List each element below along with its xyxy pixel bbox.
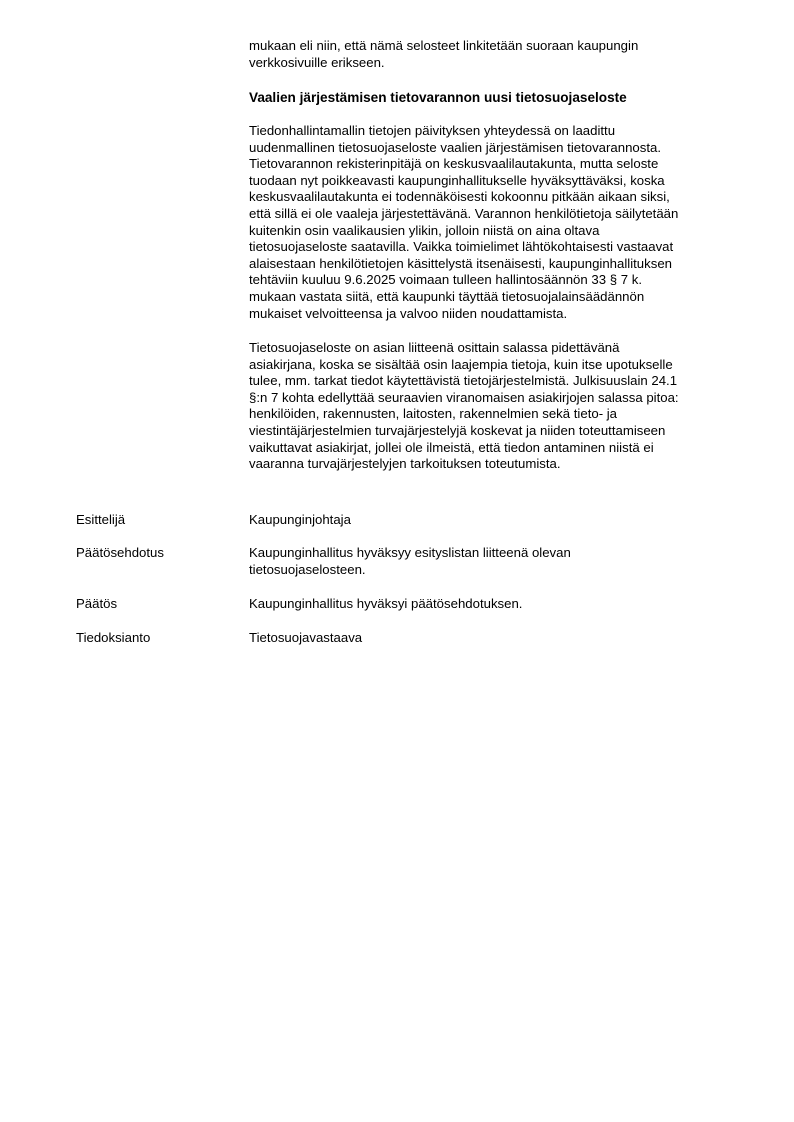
field-value bbox=[249, 596, 749, 613]
paragraph-line: kuitenkin osin vaalikausien ylikin, jolloin niistä on aina oltava bbox=[249, 222, 600, 238]
paragraph-line: Tietovarannon rekisterinpitäjä on keskusvaalilautakunta, mutta seloste bbox=[249, 156, 659, 172]
paragraph-line: että sillä ei ole vaaleja järjestettävänä. Varannon henkilötietoja säilytetään bbox=[249, 205, 679, 221]
field-label: Päätösehdotus bbox=[76, 545, 164, 560]
paragraph-line: §:n 7 kohta edellyttää seuraavien viranomaisen asiakirjojen salassa pitoa: bbox=[249, 389, 679, 405]
paragraph-line: Tietosuojaseloste on asian liitteenä osittain salassa pidettävänä bbox=[249, 340, 620, 355]
field-value-line: Tietosuojavastaava bbox=[249, 630, 363, 645]
paragraph-line: tietosuojaseloste saatavilla. Vaikka toimielimet lähtökohtaisesti vastaavat bbox=[249, 239, 674, 255]
paragraph-line: mukaan vastata siitä, että kaupunki täyttää tietosuojalainsäädännön bbox=[249, 288, 645, 304]
paragraph-line: mukaiset velvoitteensa ja valvoo niiden noudattamista. bbox=[249, 305, 568, 321]
field-value-line: Kaupunginjohtaja bbox=[249, 512, 351, 527]
section-heading: Vaalien järjestämisen tietovarannon uusi tietosuojaseloste bbox=[249, 90, 627, 105]
paragraph-line: viestintäjärjestelmien turvajärjestelyjä koskevat ja niiden toteuttamiseen bbox=[249, 422, 666, 438]
field-value-line: tietosuojaselosteen. bbox=[249, 561, 366, 577]
paragraph-confidentiality bbox=[249, 340, 749, 473]
field-label: Esittelijä bbox=[76, 512, 126, 527]
field-label: Tiedoksianto bbox=[76, 630, 151, 645]
field-label: Päätös bbox=[76, 596, 118, 611]
paragraph-line: henkilöiden, rakennusten, laitosten, rakennelmien sekä tieto- ja bbox=[249, 406, 618, 422]
paragraph-line: tehtäviin kuuluu 9.6.2025 voimaan tulleen hallintosäännön 33 § 7 k. bbox=[249, 272, 642, 288]
paragraph-line: vaaranna turvajärjestelyjen tarkoituksen toteutumista. bbox=[249, 456, 561, 472]
paragraph-line: alaisestaan henkilötietojen käsittelystä itsenäisesti, kaupunginhallituksen bbox=[249, 255, 672, 271]
paragraph-line: uudenmallinen tietosuojaseloste vaalien järjestämisen tietovarannosta. bbox=[249, 139, 661, 155]
paragraph-line: keskusvaalilautakunta ei todennäköisesti kokoonnu pitkään aikaan siksi, bbox=[249, 189, 670, 205]
paragraph-line: asiakirjana, koska se sisältää osin laajempia tietoja, kuin itse upotukselle bbox=[249, 356, 673, 372]
paragraph-line: tulee, mm. tarkat tiedot käytettävistä tietojärjestelmistä. Julkisuuslain 24.1 bbox=[249, 373, 678, 389]
paragraph-background bbox=[249, 123, 749, 322]
paragraph-line: vaikuttavat asiakirjat, jollei ole ilmeistä, että tiedon antaminen niistä ei bbox=[249, 439, 654, 455]
field-value bbox=[249, 630, 749, 647]
paragraph-line: verkkosivuille erikseen. bbox=[249, 54, 385, 70]
field-value bbox=[249, 512, 749, 529]
field-value-line: Kaupunginhallitus hyväksyy esityslistan liitteenä olevan bbox=[249, 545, 571, 560]
paragraph-line: tuodaan nyt poikkeavasti kaupunginhallitukselle hyväksyttäväksi, koska bbox=[249, 172, 665, 188]
field-value bbox=[249, 545, 749, 578]
intro-paragraph bbox=[249, 38, 749, 71]
field-value-line: Kaupunginhallitus hyväksyi päätösehdotuksen. bbox=[249, 596, 523, 611]
paragraph-line: Tiedonhallintamallin tietojen päivityksen yhteydessä on laadittu bbox=[249, 123, 616, 138]
paragraph-line: mukaan eli niin, että nämä selosteet linkitetään suoraan kaupungin bbox=[249, 38, 639, 53]
